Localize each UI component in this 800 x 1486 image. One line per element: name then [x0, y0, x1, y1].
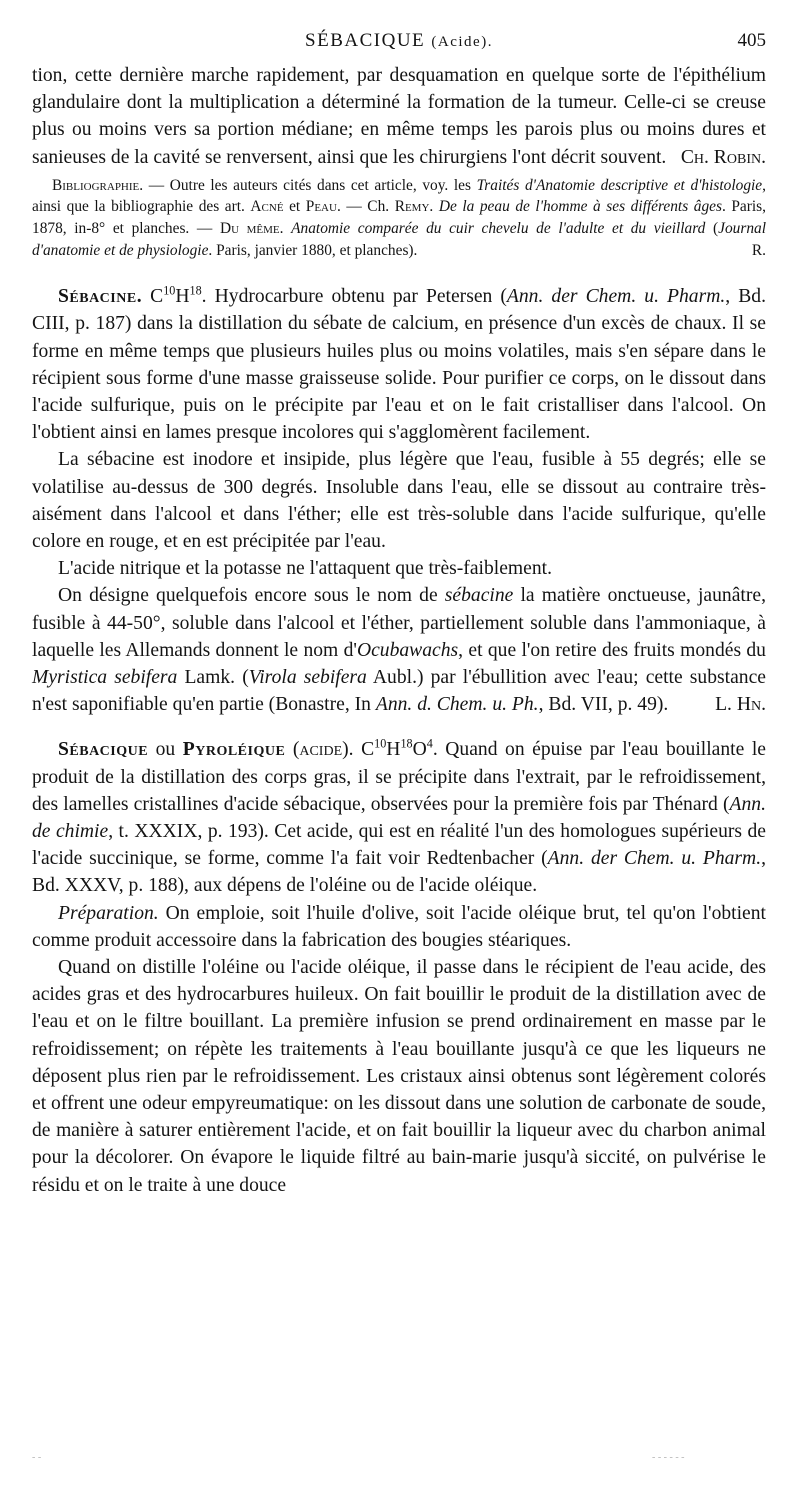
journal-ref: Ann. de chimie	[32, 793, 766, 843]
paragraph-text: Lamk. (	[177, 667, 249, 689]
page-number: 405	[737, 30, 766, 51]
paragraph-text: , Bd. XXXV, p. 188), aux dépens de l'oléine ou de l'acide oléique.	[32, 848, 766, 897]
bib-text: , ainsi que la bibliographie des art.	[32, 176, 766, 216]
bib-text: .	[279, 220, 292, 237]
bib-text: (	[705, 220, 719, 237]
paragraph-text: , Bd. CIII, p. 187) dans la distillation du sébate de calcium, en présence d'un excès de chaux. Il se forme en même temps que plusieurs huiles plus ou moins volatiles, mais s'en sépare dans le récipient sous forme d'une masse graisseuse solide. Pour purifier ce corps, on le dissout dans l'acide sulfurique, puis on le précipite par l'eau et on le fait cristalliser dans l'alcool. On l'obtient ainsi en lames presque incolores qui s'agglomèrent facilement.	[32, 286, 766, 444]
paragraph-text: On désigne quelquefois encore sous le nom de	[58, 585, 445, 607]
entry-headword: Sébacine.	[58, 286, 143, 308]
author-signature: Ch. Robin.	[680, 146, 766, 168]
bib-text: . Paris, janvier 1880, et planches).	[208, 241, 418, 259]
bib-article-ref: Acné	[250, 198, 284, 216]
paragraph-text: , Bd. VII, p. 49).	[538, 694, 669, 716]
bibliography-note	[32, 175, 766, 261]
running-title	[32, 30, 766, 52]
chemical-formula	[150, 283, 202, 308]
bib-title: Traités d'Anatomie descriptive et d'histologie	[476, 176, 763, 194]
paragraph-distillation	[32, 954, 766, 1199]
species-name: Virola sebifera	[248, 667, 367, 689]
bib-text: . — Ch.	[336, 198, 395, 216]
paragraph-text: On emploie, soit l'huile d'olive, soit l'acide oléique brut, tel qu'on l'obtient comme produit accessoire dans la fabrication des bougies stéariques.	[32, 902, 766, 951]
species-name: Myristica sebifera	[32, 667, 178, 689]
paragraph-properties	[32, 446, 766, 555]
formula-index: 18	[400, 736, 413, 751]
journal-ref: Ann. der Chem. u. Pharm.	[506, 286, 726, 308]
formula-index: 10	[163, 283, 176, 298]
paragraph-text: L'acide nitrique et la potasse ne l'attaquent que très-faiblement.	[58, 558, 552, 580]
section-label: Préparation.	[58, 902, 159, 924]
formula-index: 10	[374, 736, 387, 751]
bib-text: . Paris, 1878, in-8° et planches. —	[32, 198, 767, 237]
paragraph-text: La sébacine est inodore et insipide, plus légère que l'eau, fusible à 55 degrés; elle se volatilise au-dessus de 300 degrés. Insoluble dans l'eau, elle se dissout au contraire très-aisément dans l'alcool et dans l'éther; elle est très-soluble dans l'acide sulfurique, qu'elle colore en rouge, et en est précipitée par l'eau.	[32, 449, 766, 553]
running-title-paren: (Acide).	[431, 34, 493, 50]
paragraph-continuation	[32, 62, 766, 171]
journal-ref: Ann. der Chem. u. Pharm.	[547, 848, 762, 870]
formula-element: H	[386, 739, 401, 761]
formula-element: H	[175, 286, 190, 308]
paragraph-text: , et que l'on retire des fruits mondés du	[458, 639, 766, 661]
paragraph-text: Aubl.) par l'ébullition avec l'eau; cette substance n'est saponifiable qu'en partie (Bonastre, In	[32, 667, 766, 716]
formula-element: O	[412, 739, 427, 761]
bib-author: Du même	[219, 220, 280, 237]
entry-qualifier: (acide).	[285, 739, 362, 761]
paragraph-text: . Quand on épuise par l'eau bouillante le produit de la distillation des corps gras, il se précipite dans l'extrait, par le refroidissement, des lamelles cristallines d'acide sébacique, observées pour la première fois par Thénard (	[32, 739, 766, 815]
formula-index: 4	[426, 736, 433, 751]
entry-headword-alt: Pyroléique	[182, 739, 286, 761]
italic-term: sébacine	[444, 585, 514, 607]
bibliography-signature: R.	[751, 241, 766, 259]
bib-article-ref: Peau	[305, 198, 337, 216]
paragraph-text: . Hydrocarbure obtenu par Petersen (	[201, 286, 507, 308]
entry-headword: Sébacique	[58, 739, 149, 761]
running-title-main: SÉBACIQUE	[305, 30, 426, 51]
bibliography-label: Bibliographie.	[52, 176, 144, 194]
chemical-formula	[361, 736, 433, 761]
formula-element: C	[150, 286, 164, 308]
bib-text: .	[429, 198, 439, 216]
formula-index: 18	[189, 283, 202, 298]
paragraph-nitric-acid	[32, 555, 766, 582]
bib-text: et	[283, 198, 306, 216]
scan-marks: - - - - - - - -	[32, 1452, 685, 1463]
paragraph-other-meaning	[32, 582, 766, 718]
italic-term: Ocubawachs	[356, 639, 459, 661]
bib-journal: Journal d'anatomie et de physiologie	[32, 220, 766, 259]
entry-sebacique	[32, 736, 766, 899]
paragraph-text: tion, cette dernière marche rapidement, par desquamation en quelque sorte de l'épithélium glandulaire dont la multiplication a déterminé la formation de la tumeur. Celle-ci se creuse plus ou moins vers sa portion médiane; en même temps les parois plus ou moins dures et sanieuses de la cavité se renversent, ainsi que les chirurgiens l'ont décrit souvent.	[32, 65, 766, 168]
entry-sebacine	[32, 283, 766, 446]
formula-element: C	[361, 739, 375, 761]
bib-title: De la peau de l'homme à ses différents âges	[438, 198, 722, 216]
paragraph-text: , t. XXXIX, p. 193). Cet acide, qui est en réalité l'un des homologues supérieurs de l'acide succinique, se forme, comme l'a fait voir Redtenbacher (	[32, 821, 766, 870]
journal-ref: Ann. d. Chem. u. Ph.	[375, 694, 539, 716]
bib-text: — Outre les auteurs cités dans cet article, voy. les	[143, 176, 477, 194]
paragraph-text: la matière onctueuse, jaunâtre, fusible à 44-50°, soluble dans l'alcool et l'éther, partiellement soluble dans l'ammoniaque, à laquelle les Allemands donnent le nom d'	[32, 585, 766, 661]
bib-title: Anatomie comparée du cuir chevelu de l'adulte et du vieillard	[291, 220, 706, 237]
paragraph-text: ou	[148, 739, 183, 761]
bib-author: Remy	[394, 198, 430, 216]
paragraph-preparation	[32, 900, 766, 954]
running-header	[32, 22, 766, 62]
paragraph-text: Quand on distille l'oléine ou l'acide oléique, il passe dans le récipient de l'eau acide, des acides gras et des hydrocarbures huileux. On fait bouillir le produit de la distillation avec de l'eau et on le filtre bouillant. La première infusion se prend ordinairement en masse par le refroidissement; on répète les traitements à l'eau bouillante jusqu'à ce que les liqueurs ne déposent plus rien par le refroidissement. Les cristaux ainsi obtenus sont légèrement colorés et offrent une odeur empyreumatique: on les dissout dans une solution de carbonate de soude, de manière à saturer entièrement l'acide, et on fait bouillir la liqueur avec du charbon animal pour la décolorer. On évapore le liquide filtré au bain-marie jusqu'à siccité, on pulvérise le résidu et on le traite à une douce	[32, 957, 766, 1196]
author-signature: L. Hn.	[715, 694, 766, 716]
